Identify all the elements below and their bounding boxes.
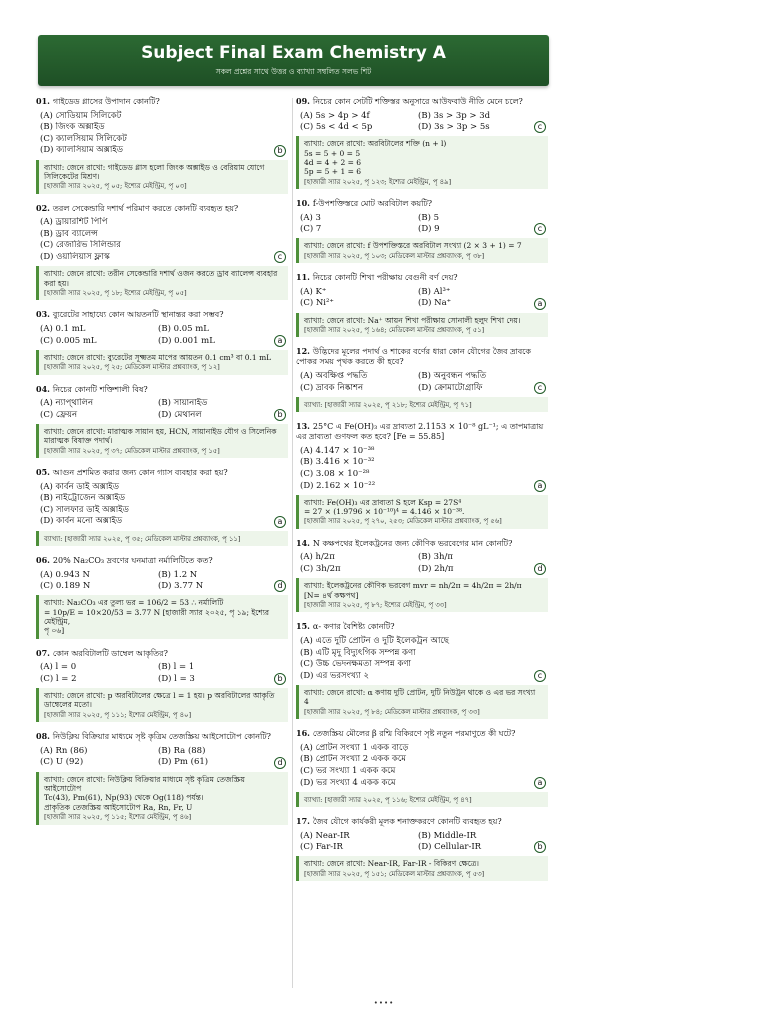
explanation-line: 5p = 5 + 1 = 6 bbox=[304, 167, 362, 177]
question-stem: α- কণার বৈশিষ্ট্য কোনটি? bbox=[312, 622, 395, 632]
question-item bbox=[296, 538, 548, 612]
options-list bbox=[296, 635, 548, 682]
question-text bbox=[296, 538, 548, 549]
explanation-line: [N= ৪র্থ কক্ষপথ] bbox=[304, 590, 359, 600]
question-text bbox=[36, 384, 288, 395]
options-block bbox=[296, 286, 548, 309]
answer-option: (A) h/2π bbox=[300, 552, 335, 563]
correct-answer-badge: b bbox=[534, 841, 546, 853]
options-list bbox=[36, 662, 288, 685]
reference-citation: [হাজারী স্যার ২০২৫, পৃ ১১৫; ইশ্যের মেইন্ট্রিম, পৃ ৪৬] bbox=[44, 813, 192, 822]
answer-option: (B) ড্রাব ব্যালেন্স bbox=[40, 228, 98, 239]
explanation-box bbox=[36, 531, 288, 546]
answer-option: (C) Far-IR bbox=[300, 842, 343, 853]
question-stem: N কক্ষপথের ইলেকট্রনের জন্য কৌণিক ভরবেগের মান কোনটি? bbox=[312, 538, 513, 548]
explanation-line: ব্যাখ্যা: জেনে রাখো: নিউক্লিয় বিক্রিয়ার মাধ্যমে সৃষ্ট কৃত্রিম তেজস্ক্রিয় আইসোটোপ bbox=[44, 774, 245, 793]
correct-answer-badge: b bbox=[274, 145, 286, 157]
question-item bbox=[36, 384, 288, 458]
column-divider bbox=[292, 98, 293, 988]
correct-answer-badge: b bbox=[274, 409, 286, 421]
page-subtitle: সকল প্রশ্নের সাথে উত্তর ও ব্যাখ্যা সম্বলিত সলভ শিট bbox=[215, 67, 372, 77]
correct-answer-badge: a bbox=[534, 298, 546, 310]
options-list bbox=[36, 398, 288, 421]
answer-option: (C) 0.189 N bbox=[40, 581, 91, 592]
answer-option: (B) 5 bbox=[418, 212, 439, 223]
explanation-line: ব্যাখ্যা: জেনে রাখো: মারাত্মক সায়ান হয়, HCN, সায়ানাইড যৌগ ও সিলেনিক bbox=[44, 426, 277, 436]
question-text bbox=[36, 467, 288, 478]
answer-option: (C) ভর সংখ্যা 1 একক কমে bbox=[300, 765, 396, 776]
explanation-box bbox=[36, 772, 288, 825]
question-text bbox=[36, 96, 288, 107]
options-list bbox=[296, 110, 548, 133]
answer-option: (D) l = 3 bbox=[158, 673, 195, 684]
question-number: 03. bbox=[36, 309, 50, 320]
answer-option: (D) 3.77 N bbox=[158, 581, 204, 592]
options-list bbox=[296, 552, 548, 575]
answer-option: (D) ক্রোমাটোগ্রাফি bbox=[418, 382, 483, 393]
answer-option: (A) প্রোটন সংখ্যা 1 একক বাড়ে bbox=[300, 742, 409, 753]
question-item bbox=[296, 346, 548, 412]
answer-option: (A) K⁺ bbox=[300, 286, 327, 297]
answer-option: (A) 4.147 × 10⁻³⁸ bbox=[300, 445, 375, 456]
options-list bbox=[36, 217, 288, 264]
explanation-line: 5s = 5 + 0 = 5 bbox=[304, 148, 361, 158]
question-number: 06. bbox=[36, 555, 50, 566]
explanation-line: প্রাকৃতিক তেজস্ক্রিয় আইসোটোপ Ra, Rn, Fr, U bbox=[44, 802, 193, 812]
explanation-line: 4d = 4 + 2 = 6 bbox=[304, 158, 362, 167]
question-item bbox=[36, 648, 288, 722]
question-number: 04. bbox=[36, 383, 50, 394]
correct-answer-badge: d bbox=[274, 757, 286, 769]
question-item bbox=[36, 96, 288, 194]
explanation-line: ব্যাখ্যা: জেনে রাখো: p অরবিটালের ক্ষেত্রে l = 1 হয়। p অরবিটালের আকৃতি bbox=[44, 691, 275, 701]
reference-citation: [হাজারী স্যার ২০২৫, পৃ ১৬৪; মেডিকেল মাস্টার প্রশ্নব্যাংক, পৃ ৫১] bbox=[304, 325, 485, 334]
explanation-box bbox=[36, 424, 288, 458]
question-item bbox=[296, 621, 548, 719]
question-text bbox=[296, 346, 548, 367]
reference-citation: [হাজারী স্যার ২০২৫, পৃ ১০৩; মেডিকেল মাস্টার প্রশ্নব্যাংক, পৃ ৩৮] bbox=[304, 251, 485, 260]
answer-option: (C) ক্যালসিয়াম সিলিকেট bbox=[40, 133, 127, 144]
options-list bbox=[36, 745, 288, 768]
options-block bbox=[296, 552, 548, 575]
answer-option: (C) U (92) bbox=[40, 757, 84, 768]
reference-citation: [হাজারী স্যার ২০২৫, পৃ ২৭০, ২৫৩; মেডিকেল মাস্টার প্রশ্নব্যাংক, পৃ ৫৬] bbox=[304, 517, 502, 526]
answer-option: (D) 2h/π bbox=[418, 564, 454, 575]
options-block bbox=[296, 370, 548, 393]
explanation-line: মারাত্মক বিষাক্ত পদার্থ। bbox=[44, 436, 113, 446]
answer-option: (C) 5s < 4d < 5p bbox=[300, 122, 373, 133]
answer-option: (D) 9 bbox=[418, 224, 440, 235]
question-item bbox=[36, 467, 288, 546]
options-list bbox=[36, 481, 288, 528]
explanation-box bbox=[36, 595, 288, 639]
question-item bbox=[296, 272, 548, 337]
question-number: 12. bbox=[296, 346, 310, 357]
answer-option: (D) মেথানল bbox=[158, 409, 202, 420]
question-text bbox=[296, 96, 548, 107]
explanation-line: ব্যাখ্যা: জেনে রাখো: f উপশক্তিস্তরে অরবিটাল সংখ্যা (2 × 3 + 1) = 7 bbox=[304, 241, 522, 251]
question-number: 16. bbox=[296, 728, 310, 739]
question-item bbox=[296, 728, 548, 807]
explanation-line: = 27 × (1.9796 × 10⁻¹⁰)⁴ = 4.146 × 10⁻³⁸. bbox=[304, 507, 465, 517]
question-number: 15. bbox=[296, 621, 310, 632]
answer-option: (C) দ্রাবক নিষ্কাশন bbox=[300, 382, 364, 393]
question-number: 14. bbox=[296, 537, 310, 548]
options-list bbox=[36, 569, 288, 592]
options-list bbox=[296, 370, 548, 393]
question-number: 02. bbox=[36, 202, 50, 213]
answer-option: (B) নাইট্রোজেন অক্সাইড bbox=[40, 493, 126, 504]
answer-option: (B) 0.05 mL bbox=[158, 323, 209, 334]
options-list bbox=[36, 110, 288, 157]
explanation-line: ব্যাখ্যা: জেনে রাখো: তরীন সেকেন্ডারি দশার্থ ওজন করতে ড্রাব ব্যালেন্স ব্যবহার bbox=[44, 269, 278, 279]
question-stem: 20% Na₂CO₃ দ্রবণের ঘনমাত্রা নর্মালিটিতে কত? bbox=[52, 556, 213, 566]
correct-answer-badge: c bbox=[534, 223, 546, 235]
question-text bbox=[296, 816, 548, 827]
exam-title-banner bbox=[38, 35, 549, 86]
question-stem: নিচের কোনটি শক্তিশালী বিষ? bbox=[52, 384, 148, 394]
reference-citation: [হাজারী স্যার ২০২৫, পৃ ৮৭; ইশ্যের মেইন্ট্রিম, পৃ ৩৩] bbox=[304, 600, 447, 609]
question-text bbox=[36, 309, 288, 320]
reference-citation: [হাজারী স্যার ২০২৫, পৃ ১২৩; ইশ্যের মেইন্ট্রিম, পৃ ৪৯] bbox=[304, 177, 452, 186]
options-block bbox=[36, 662, 288, 685]
answer-option: (B) 3s > 3p > 3d bbox=[418, 110, 491, 121]
answer-option: (D) 2.162 × 10⁻²² bbox=[300, 480, 376, 491]
question-stem: কোন অরবিটালটি ডাম্বেল আকৃতির? bbox=[52, 648, 168, 658]
explanation-line: ব্যাখ্যা: জেনে রাখো: Near-IR, Far-IR - বিকিরণ ক্ষেত্রে। bbox=[304, 859, 479, 869]
question-number: 09. bbox=[296, 96, 310, 106]
correct-answer-badge: c bbox=[534, 121, 546, 133]
question-text bbox=[36, 731, 288, 742]
question-stem: নিচের কোনটি শিখা পরীক্ষায় বেগুনী বর্ণ দেয়? bbox=[312, 273, 458, 283]
correct-answer-badge: b bbox=[274, 673, 286, 685]
answer-option: (D) ক্যালসিয়াম অক্সাইড bbox=[40, 145, 124, 156]
answer-option: (B) l = 1 bbox=[158, 662, 195, 673]
answer-option: (C) 3h/2π bbox=[300, 564, 341, 575]
question-text bbox=[296, 728, 548, 739]
answer-option: (B) Al³⁺ bbox=[418, 286, 451, 297]
reference-citation: [হাজারী স্যার ২০২৫, পৃ ২৫; মেডিকেল মাস্টার প্রশ্নব্যাংক, পৃ ১২] bbox=[44, 363, 220, 372]
answer-option: (A) 0.1 mL bbox=[40, 323, 86, 334]
answer-option: (C) ফ্রেয়ন bbox=[40, 409, 78, 420]
explanation-line: ব্যাখ্যা: জেনে রাখো: গাইডেড গ্লাস হলো জিংক অক্সাইড ও বেরিয়াম যোগে bbox=[44, 162, 265, 172]
answer-option: (D) 3s > 3p > 5s bbox=[418, 122, 490, 133]
question-stem: তেজস্ক্রিয় মৌলের β রশ্মি বিকিরণে সৃষ্ট নতুন পরমাণুতে কী ঘটে? bbox=[312, 729, 516, 739]
question-stem: জৈব যৌগে কার্যকরী মূলক শনাক্তকরণে কোনটি ব্যবহৃত হয়? bbox=[312, 817, 502, 827]
question-stem: গাইডেড গ্লাসের উপাদান কোনটি? bbox=[52, 97, 160, 106]
page-title: Subject Final Exam Chemistry A bbox=[141, 43, 446, 63]
question-number: 05. bbox=[36, 467, 50, 478]
question-stem: উদ্ভিদের মূলের পদার্থ ও শাকের বর্ণের ধারা কোন যৌগের জৈব দ্রাবকে পোকর সময় পৃথক করতে কী হবে? bbox=[296, 347, 531, 367]
question-item bbox=[296, 816, 548, 881]
correct-answer-badge: a bbox=[534, 480, 546, 492]
explanation-box bbox=[296, 685, 548, 719]
explanation-line: সিলিকেটের মিশ্রণ। bbox=[44, 171, 100, 181]
reference-citation: [হাজারী স্যার ২০২৫, পৃ ১১১; ইশ্যের মেইন্ট্রিম, পৃ ৪০] bbox=[44, 710, 192, 719]
answer-option: (B) জিংক অক্সাইড bbox=[40, 122, 105, 133]
options-block bbox=[296, 635, 548, 682]
answer-option: (C) উচ্চ ভেদনক্ষমতা সম্পন্ন কণা bbox=[300, 659, 412, 670]
answer-option: (B) Middle-IR bbox=[418, 830, 477, 841]
correct-answer-badge: d bbox=[534, 563, 546, 575]
correct-answer-badge: a bbox=[534, 777, 546, 789]
answer-option: (A) সোডিয়াম সিলিকেট bbox=[40, 110, 122, 121]
explanation-box bbox=[296, 578, 548, 612]
reference-citation: [হাজারী স্যার ২০২৫, পৃ ১৫১; মেডিকেল মাস্টার প্রশ্নব্যাংক, পৃ ৫৩] bbox=[304, 869, 485, 878]
options-list bbox=[36, 323, 288, 346]
answer-option: (C) রেজারিভ সিলিন্ডার bbox=[40, 240, 121, 251]
question-stem: 25°C এ Fe(OH)₃ এর দ্রাব্যতা 2.1153 × 10⁻⁸ gL⁻¹; এ তাপমাত্রায় এর দ্রাব্যতা গুণফল কত হবে? [Fe = 55.85] bbox=[296, 422, 544, 442]
explanation-box bbox=[296, 495, 548, 529]
explanation-box bbox=[296, 856, 548, 881]
options-list bbox=[296, 286, 548, 309]
answer-option: (C) l = 2 bbox=[40, 673, 77, 684]
explanation-line: করা হয়। bbox=[44, 278, 69, 288]
question-text bbox=[36, 648, 288, 659]
answer-option: (A) কার্বন ডাই অক্সাইড bbox=[40, 481, 119, 492]
explanation-box bbox=[36, 266, 288, 300]
question-stem: নিউক্লিয় বিক্রিয়ার মাধ্যমে সৃষ্ট কৃত্রিম তেজস্ক্রিয় আইসোটোপ কোনটি? bbox=[52, 732, 271, 742]
correct-answer-badge: c bbox=[534, 670, 546, 682]
options-block bbox=[36, 745, 288, 768]
explanation-box bbox=[296, 792, 548, 807]
answer-option: (B) প্রোটন সংখ্যা 2 একক কমে bbox=[300, 754, 406, 765]
explanation-line: ব্যাখ্যা: জেনে রাখো: অরবিটালের শক্তি (n + l) bbox=[304, 139, 447, 149]
reference-citation: [হাজারী স্যার ২০২৫, পৃ ৩৭; মেডিকেল মাস্টার প্রশ্নব্যাংক, পৃ ১৫] bbox=[44, 446, 220, 455]
correct-answer-badge: a bbox=[274, 516, 286, 528]
reference-citation: ব্যাখ্যা: [হাজারী স্যার ২০২৫, পৃ ৩৫; মেডিকেল মাস্টার প্রশ্নব্যাংক, পৃ ১১] bbox=[44, 534, 241, 543]
answer-option: (D) এর ভরসংখ্যা ২ bbox=[300, 670, 370, 681]
explanation-line: পৃ ০৬] bbox=[44, 626, 65, 636]
answer-option: (D) Pm (61) bbox=[158, 757, 209, 768]
correct-answer-badge: c bbox=[274, 251, 286, 263]
answer-option: (A) 0.943 N bbox=[40, 569, 90, 580]
explanation-box bbox=[36, 160, 288, 194]
explanation-line: 4 bbox=[304, 697, 309, 707]
answer-option: (A) 3 bbox=[300, 212, 321, 223]
answer-option: (A) ন্যাপ্থালিন bbox=[40, 398, 94, 409]
answer-option: (B) সায়ানাইড bbox=[158, 398, 208, 409]
question-number: 17. bbox=[296, 816, 310, 827]
answer-option: (C) Ni²⁺ bbox=[300, 298, 334, 309]
answer-option: (C) সালফার ডাই অক্সাইড bbox=[40, 504, 129, 515]
explanation-line: = 10p/E = 10×20/53 = 3.77 N [হাজারী স্যার ২০২৫, পৃ ১৯; ইশ্যের মেইন্ট্রিম, bbox=[44, 607, 270, 627]
question-stem: তরল সেকেন্ডারি দশার্থ পরিমাণ করতে কোনটি ব্যবহৃত হয়? bbox=[52, 203, 239, 213]
options-block bbox=[36, 481, 288, 528]
answer-option: (D) কার্বন মনো অক্সাইড bbox=[40, 516, 123, 527]
question-stem: আগুন প্রশমিত করার জন্য কোন গ্যাস ব্যবহার করা হয়? bbox=[52, 468, 228, 478]
answer-option: (A) 5s > 4p > 4f bbox=[300, 110, 370, 121]
question-item bbox=[36, 309, 288, 374]
explanation-box bbox=[296, 397, 548, 412]
options-block bbox=[296, 212, 548, 235]
answer-option: (D) ওয়ালিয়াস ফ্লাস্ক bbox=[40, 252, 110, 263]
reference-citation: ব্যাখ্যা: [হাজারী স্যার ২০২৫, পৃ ২১৮; ইশ্যের মেইন্ট্রিম, পৃ ৭১] bbox=[304, 400, 472, 409]
explanation-box bbox=[36, 350, 288, 375]
answer-option: (B) 3h/π bbox=[418, 552, 453, 563]
answer-option: (A) অবক্ষিপ্ত পদ্ধতি bbox=[300, 370, 368, 381]
answer-option: (D) 0.001 mL bbox=[158, 335, 215, 346]
reference-citation: [হাজারী স্যার ২০২৫, পৃ ১৮; ইশ্যের মেইন্ট্রিম, পৃ ০৫] bbox=[44, 288, 187, 297]
answer-option: (D) Na⁺ bbox=[418, 298, 452, 309]
options-list bbox=[296, 445, 548, 492]
explanation-line: ব্যাখ্যা: Na₂CO₃ এর তুল্য ভর = 106/2 = 53 ∴ নর্মালিটি bbox=[44, 598, 224, 608]
question-text bbox=[296, 272, 548, 283]
explanation-box bbox=[296, 238, 548, 263]
page-footer: •••• bbox=[373, 999, 395, 1007]
question-stem: f-উপশক্তিস্তরে মোট অরবিটাল কয়টি? bbox=[312, 199, 433, 209]
options-block bbox=[36, 398, 288, 421]
question-item bbox=[296, 96, 548, 189]
question-stem: ব্যুরেটের সাহায্যে কোন আয়তনটি স্থানান্তর করা সম্ভব? bbox=[52, 310, 224, 320]
explanation-box bbox=[36, 688, 288, 722]
question-item bbox=[296, 198, 548, 263]
answer-option: (A) Near-IR bbox=[300, 830, 350, 841]
reference-citation: [হাজারী স্যার ২০২৫, পৃ ০৫; ইশ্যের মেইন্ট্রিম, পৃ ০৩] bbox=[44, 182, 187, 191]
reference-citation: ব্যাখ্যা: [হাজারী স্যার ২০২৫, পৃ ১১৬; ইশ্যের মেইন্ট্রিম, পৃ ৪৭] bbox=[304, 795, 472, 804]
options-block bbox=[296, 830, 548, 853]
options-list bbox=[296, 742, 548, 789]
question-text bbox=[36, 203, 288, 214]
explanation-line: ব্যাখ্যা: ইলেকট্রনের কৌণিক ভরবেগ mvr = nh/2π = 4h/2π = 2h/π bbox=[304, 581, 522, 591]
answer-option: (A) l = 0 bbox=[40, 662, 77, 673]
question-text bbox=[296, 198, 548, 209]
answer-option: (C) 3.08 × 10⁻²⁸ bbox=[300, 468, 370, 479]
question-number: 10. bbox=[296, 198, 310, 209]
explanation-line: ব্যাখ্যা: Fe(OH)₃ এর দ্রাব্যতা S হলে Ksp = 27S⁴ bbox=[304, 497, 462, 507]
options-block bbox=[36, 569, 288, 592]
left-question-column bbox=[36, 96, 288, 834]
explanation-box bbox=[296, 313, 548, 338]
answer-option: (B) 3.416 × 10⁻³² bbox=[300, 457, 375, 468]
question-text bbox=[36, 555, 288, 566]
question-number: 01. bbox=[36, 96, 50, 106]
answer-option: (B) Ra (88) bbox=[158, 745, 206, 756]
answer-option: (D) Cellular-IR bbox=[418, 842, 482, 853]
question-number: 11. bbox=[296, 272, 310, 283]
answer-option: (B) 1.2 N bbox=[158, 569, 198, 580]
options-block bbox=[36, 323, 288, 346]
answer-option: (D) ভর সংখ্যা 4 একক কমে bbox=[300, 777, 396, 788]
question-number: 08. bbox=[36, 731, 50, 742]
question-number: 07. bbox=[36, 647, 50, 658]
question-number: 13. bbox=[296, 421, 310, 432]
explanation-line: Tc(43), Pm(61), Np(93) থেকে Og(118) পর্যন্ত। bbox=[44, 793, 204, 803]
options-block bbox=[296, 110, 548, 133]
explanation-line: ব্যাখ্যা: জেনে রাখো: α কণায় দুটি প্রোটন, দুটি নিউট্রন থাকে ও এর ভর সংখ্যা bbox=[304, 687, 536, 697]
explanation-line: ব্যাখ্যা: জেনে রাখো: Na⁺ আয়ন শিখা পরীক্ষায় সোনালী হলুদ শিখা দেয়। bbox=[304, 315, 521, 325]
question-item bbox=[36, 555, 288, 639]
explanation-line: ব্যাখ্যা: জেনে রাখো: ব্যুরেটের সূক্ষ্মতম মাপের আয়তন 0.1 cm³ বা 0.1 mL bbox=[44, 352, 272, 362]
question-text bbox=[296, 621, 548, 632]
answer-option: (A) ড্রায়ারশিট পিপি bbox=[40, 217, 108, 228]
answer-option: (B) এটি মৃদু বিদ্যুৎগিক সম্পন্ন কণা bbox=[300, 647, 416, 658]
question-item bbox=[36, 203, 288, 301]
right-question-column bbox=[296, 96, 548, 890]
answer-option: (A) এতে দুটি প্রোটন ও দুটি ইলেকট্রন আছে bbox=[300, 635, 449, 646]
answer-option: (C) 0.005 mL bbox=[40, 335, 97, 346]
options-block bbox=[36, 110, 288, 157]
answer-option: (C) 7 bbox=[300, 224, 322, 235]
reference-citation: [হাজারী স্যার ২০২৫, পৃ ৮৪; মেডিকেল মাস্টার প্রশ্নব্যাংক, পৃ ৩৩] bbox=[304, 707, 480, 716]
options-block bbox=[36, 217, 288, 264]
correct-answer-badge: d bbox=[274, 580, 286, 592]
options-block bbox=[296, 445, 548, 492]
answer-option: (A) Rn (86) bbox=[40, 745, 88, 756]
options-list bbox=[296, 212, 548, 235]
explanation-line: ডাম্বেলের মতো। bbox=[44, 700, 92, 710]
options-block bbox=[296, 742, 548, 789]
options-list bbox=[296, 830, 548, 853]
question-item bbox=[36, 731, 288, 824]
answer-option: (B) অনুবন্ধন পদ্ধতি bbox=[418, 370, 487, 381]
question-stem: নিচের কোন সেটটি শক্তিস্তর অনুসারে আউফবাউ নীতি মেনে চলে? bbox=[312, 97, 523, 106]
correct-answer-badge: a bbox=[274, 335, 286, 347]
question-item bbox=[296, 421, 548, 529]
explanation-box bbox=[296, 136, 548, 189]
correct-answer-badge: c bbox=[534, 382, 546, 394]
question-text bbox=[296, 421, 548, 442]
